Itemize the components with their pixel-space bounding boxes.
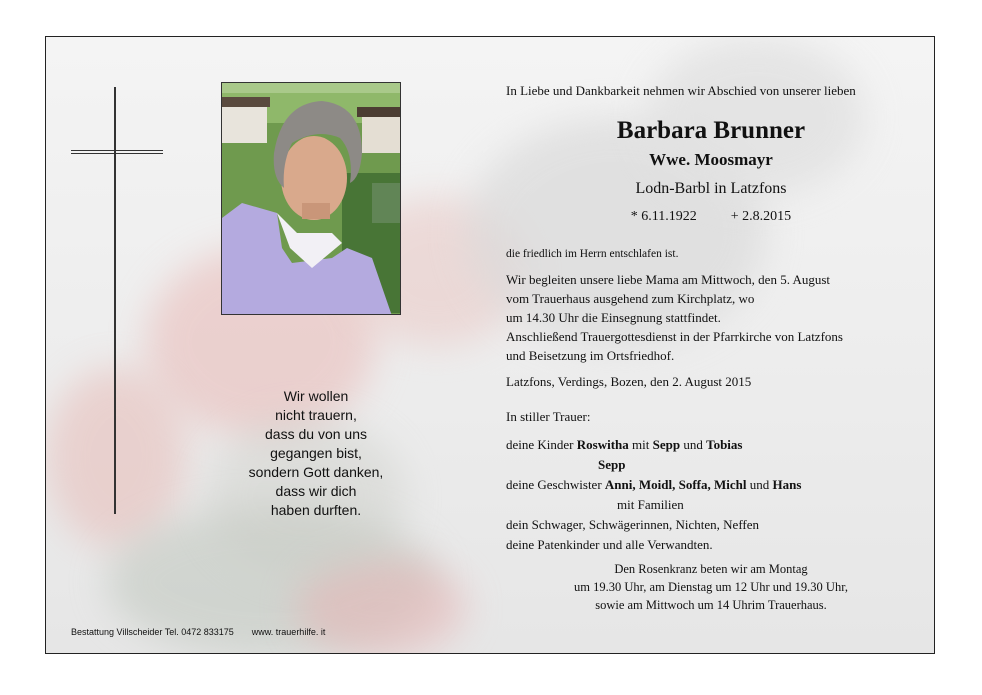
funeral-line: und Beisetzung im Ortsfriedhof. xyxy=(506,348,675,363)
connector: und xyxy=(680,437,707,452)
passed-line: die friedlich im Herrn entschlafen ist. xyxy=(506,248,679,260)
undertaker-contact: Bestattung Villscheider Tel. 0472 833175 xyxy=(71,627,234,637)
sibling-name: Hans xyxy=(772,477,802,492)
siblings-prefix: deine Geschwister xyxy=(506,477,605,492)
deceased-name: Barbara Brunner xyxy=(616,117,806,144)
portrait-photo xyxy=(221,82,401,315)
obituary-card xyxy=(45,36,935,654)
quote-line: gegangen bist, xyxy=(270,445,362,461)
funeral-line: Wir begleiten unsere liebe Mama am Mittwoch, den 5. August xyxy=(506,272,831,287)
quote-line: sondern Gott danken, xyxy=(248,464,384,480)
godchildren-line: deine Patenkinder und alle Verwandten. xyxy=(506,537,713,552)
quote-line: Wir wollen xyxy=(283,388,349,404)
quote-line: dass wir dich xyxy=(275,483,357,499)
rosary-line: Den Rosenkranz beten wir am Montag xyxy=(614,562,808,576)
funeral-line: Anschließend Trauergottesdienst in der Pfarrkirche von Latzfons xyxy=(506,329,843,344)
connector: mit xyxy=(628,437,653,452)
funeral-line: vom Trauerhaus ausgehend zum Kirchplatz, wo xyxy=(506,291,755,306)
memorial-quote xyxy=(216,387,416,520)
quote-line: haben durften. xyxy=(270,502,362,518)
children-prefix: deine Kinder xyxy=(506,437,577,452)
quote-line: nicht trauern, xyxy=(275,407,357,423)
quote-line: dass du von uns xyxy=(265,426,367,442)
connector: und xyxy=(746,477,773,492)
rosary-line: um 19.30 Uhr, am Dienstag um 12 Uhr und 19.30 Uhr, xyxy=(574,580,848,594)
siblings-line xyxy=(506,475,801,495)
website-link[interactable]: www. trauerhilfe. it xyxy=(251,627,326,637)
with-families: mit Familien xyxy=(617,497,684,512)
rosary-notice xyxy=(506,560,916,614)
children-line-2 xyxy=(506,455,801,475)
rosary-line: sowie am Mittwoch um 14 Uhrim Trauerhaus. xyxy=(595,598,827,612)
place-date: Latzfons, Verdings, Bozen, den 2. August 2015 xyxy=(506,374,752,389)
child-name: Tobias xyxy=(706,437,743,452)
death-date: + 2.8.2015 xyxy=(730,209,792,224)
intro-text: In Liebe und Dankbarkeit nehmen wir Abschied von unserer lieben xyxy=(506,83,856,98)
funeral-line: um 14.30 Uhr die Einsegnung stattfindet. xyxy=(506,310,721,325)
partner-name: Sepp xyxy=(652,437,681,452)
child-name: Sepp xyxy=(598,457,626,472)
life-dates xyxy=(506,209,916,225)
widow-name: Wwe. Moosmayr xyxy=(649,150,773,169)
birth-date: * 6.11.1922 xyxy=(630,209,697,224)
in-laws-line: dein Schwager, Schwägerinnen, Nichten, Neffen xyxy=(506,517,760,532)
cross-icon xyxy=(71,150,163,154)
child-name: Roswitha xyxy=(576,437,629,452)
background-flower xyxy=(46,367,186,547)
children-line xyxy=(506,435,801,455)
mourners-heading: In stiller Trauer: xyxy=(506,409,591,424)
nickname: Lodn-Barbl in Latzfons xyxy=(635,180,787,197)
funeral-details xyxy=(506,270,843,365)
sibling-names: Anni, Moidl, Soffa, Michl xyxy=(604,477,747,492)
footer xyxy=(71,627,325,637)
mourners-list xyxy=(506,435,801,555)
